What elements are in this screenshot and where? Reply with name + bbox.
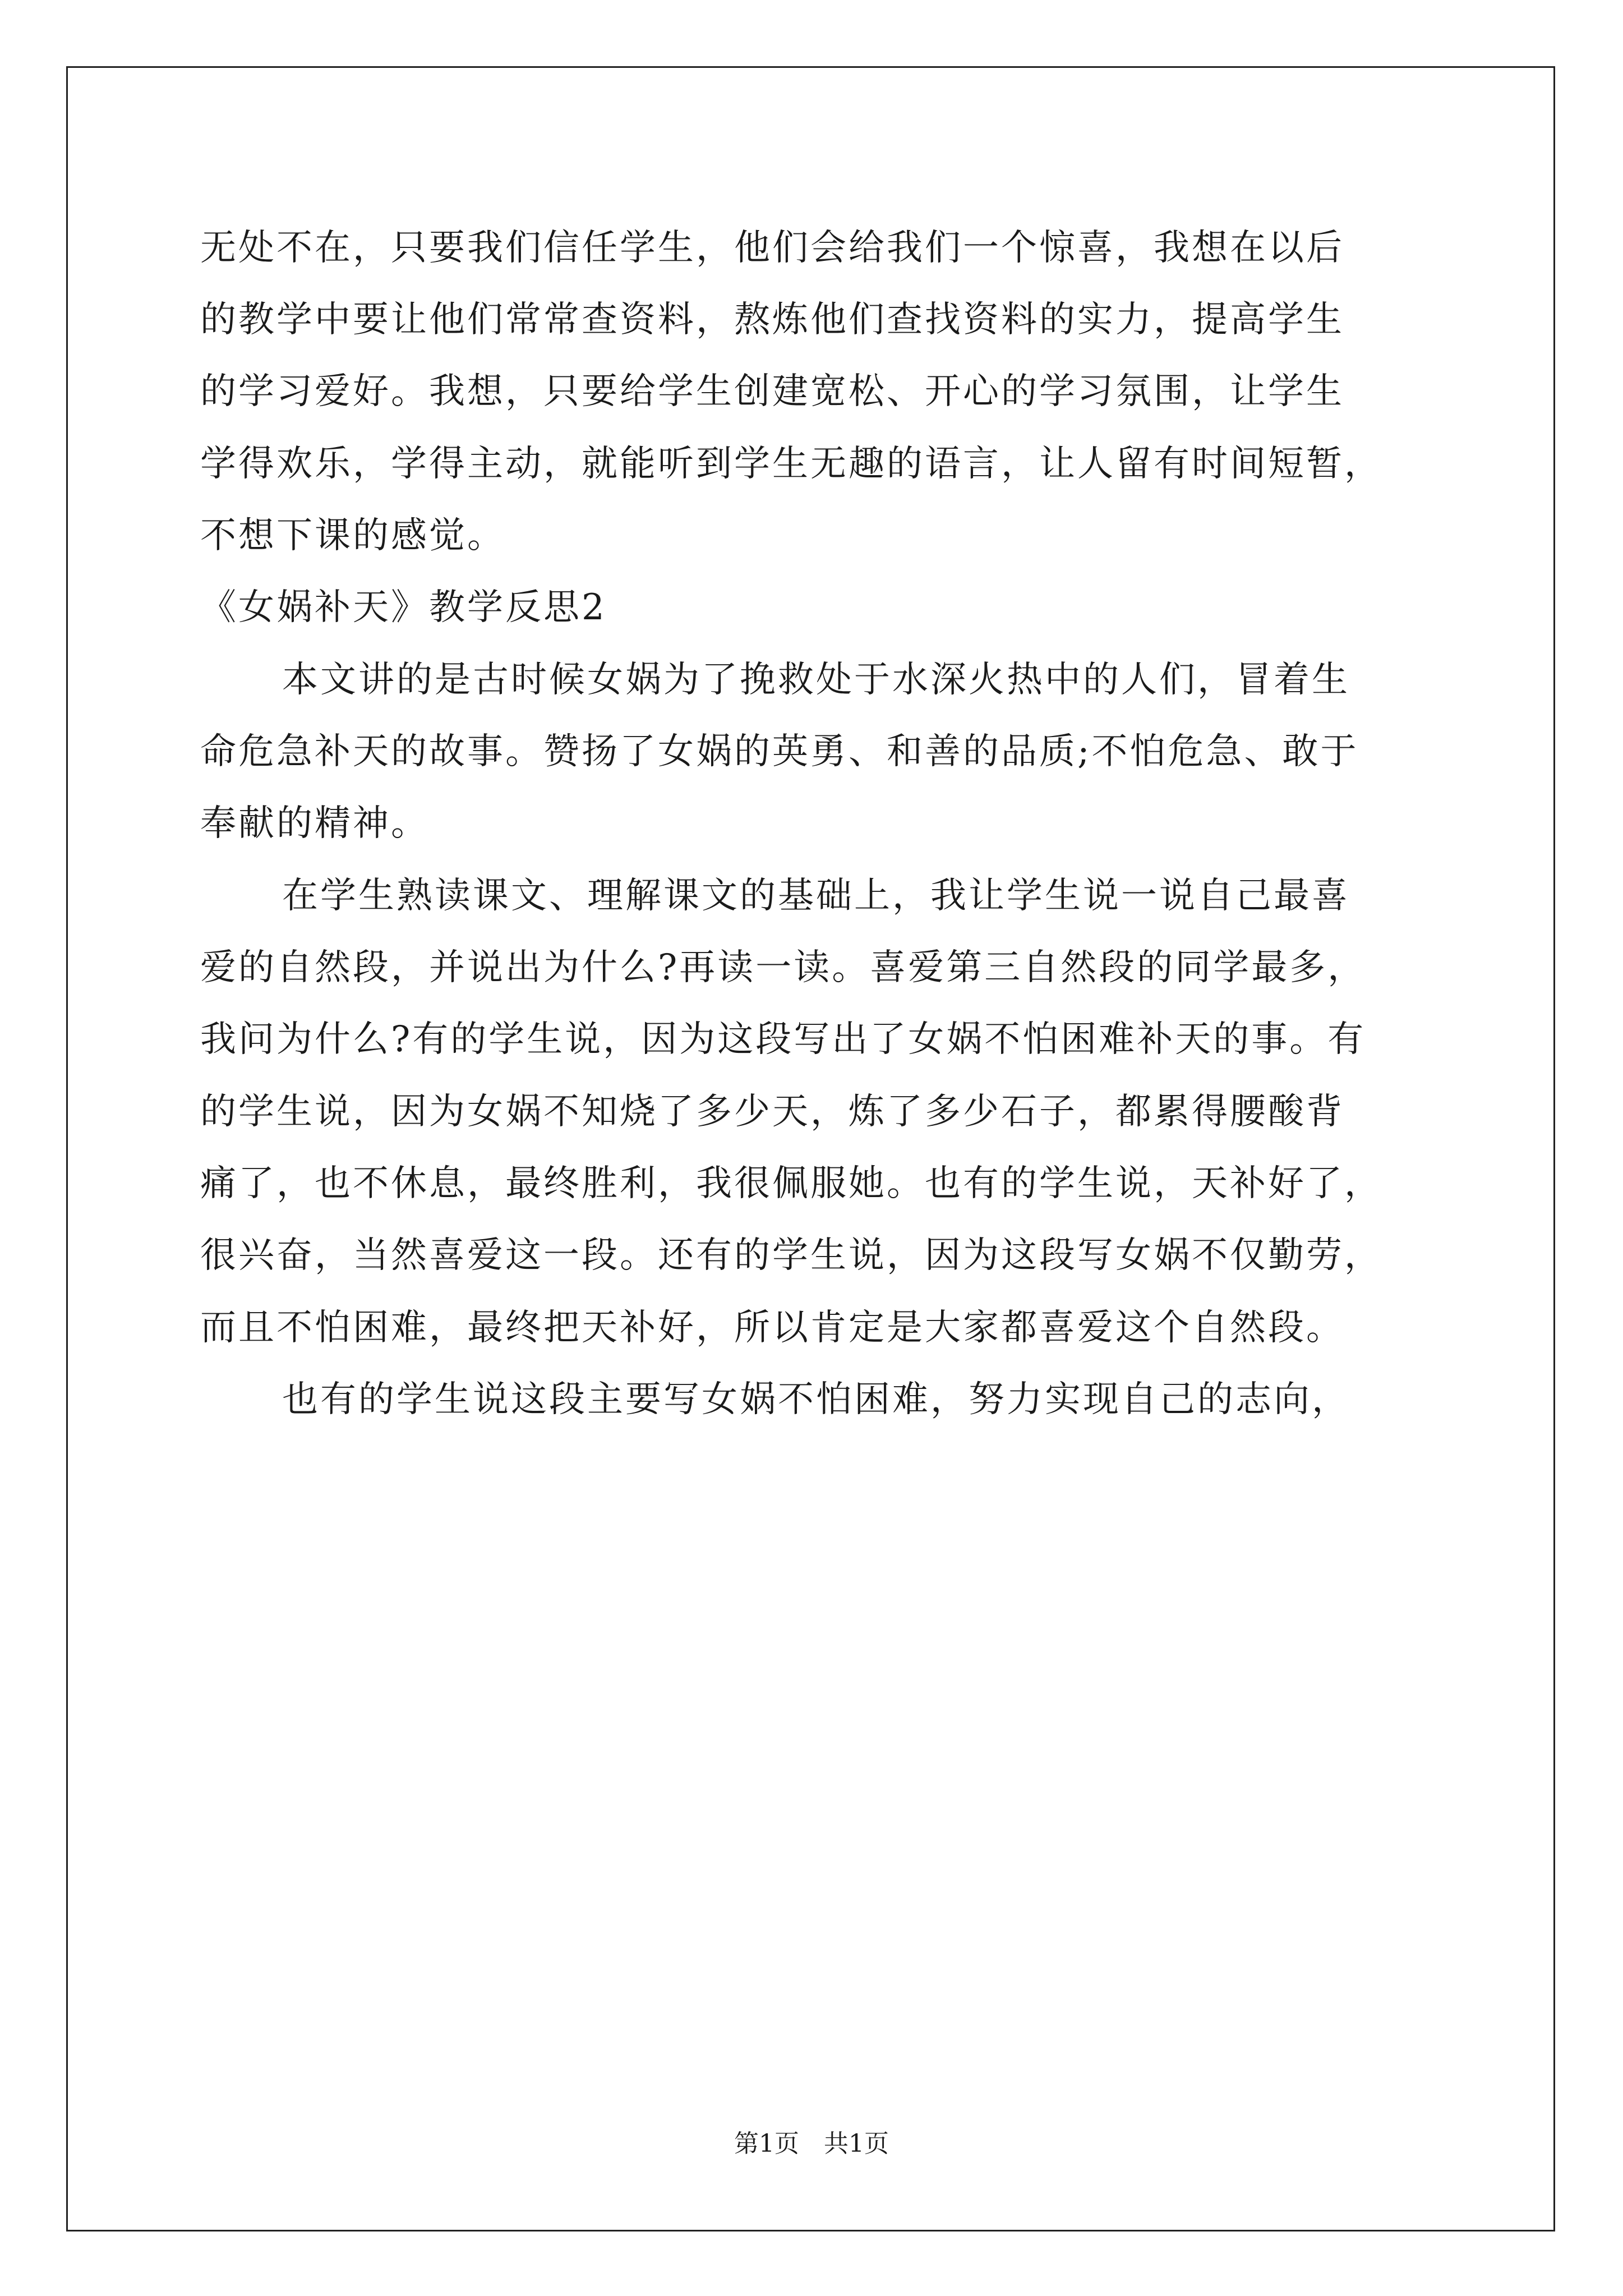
text-line: 而且不怕困难，最终把天补好，所以肯定是大家都喜爱这个自然段。 — [200, 1307, 1344, 1349]
text-line: 的学习爱好。我想，只要给学生创建宽松、开心的学习氛围，让学生 — [200, 371, 1344, 412]
text-line: 爱的自然段，并说出为什么?再读一读。喜爱第三自然段的同学最多， — [200, 947, 1366, 988]
text-line: 我问为什么?有的学生说，因为这段写出了女娲不怕困难补天的事。有 — [200, 1019, 1366, 1060]
text-line: 的教学中要让他们常常查资料，熬炼他们查找资料的实力，提高学生 — [200, 299, 1344, 341]
text-line: 在学生熟读课文、理解课文的基础上，我让学生说一说自己最喜 — [282, 875, 1350, 917]
section-title: 《女娲补天》教学反思2 — [200, 587, 607, 628]
text-line: 很兴奋，当然喜爱这一段。还有的学生说，因为这段写女娲不仅勤劳， — [200, 1235, 1382, 1276]
text-line: 也有的学生说这段主要写女娲不怕困难，努力实现自己的志向， — [282, 1379, 1350, 1420]
text-line: 命危急补天的故事。赞扬了女娲的英勇、和善的品质;不怕危急、敢于 — [200, 731, 1359, 772]
text-line: 痛了，也不休息，最终胜利，我很佩服她。也有的学生说，天补好了， — [200, 1163, 1382, 1204]
text-line: 不想下课的感觉。 — [200, 515, 505, 556]
text-line: 本文讲的是古时候女娲为了挽救处于水深火热中的人们，冒着生 — [282, 659, 1350, 701]
text-line: 无处不在，只要我们信任学生，他们会给我们一个惊喜，我想在以后 — [200, 227, 1344, 269]
text-line: 的学生说，因为女娲不知烧了多少天，炼了多少石子，都累得腰酸背 — [200, 1091, 1344, 1133]
text-line: 学得欢乐，学得主动，就能听到学生无趣的语言，让人留有时间短暂， — [200, 443, 1382, 485]
page-footer: 第1页 共1页 — [734, 2129, 889, 2158]
text-line: 奉献的精神。 — [200, 803, 429, 844]
